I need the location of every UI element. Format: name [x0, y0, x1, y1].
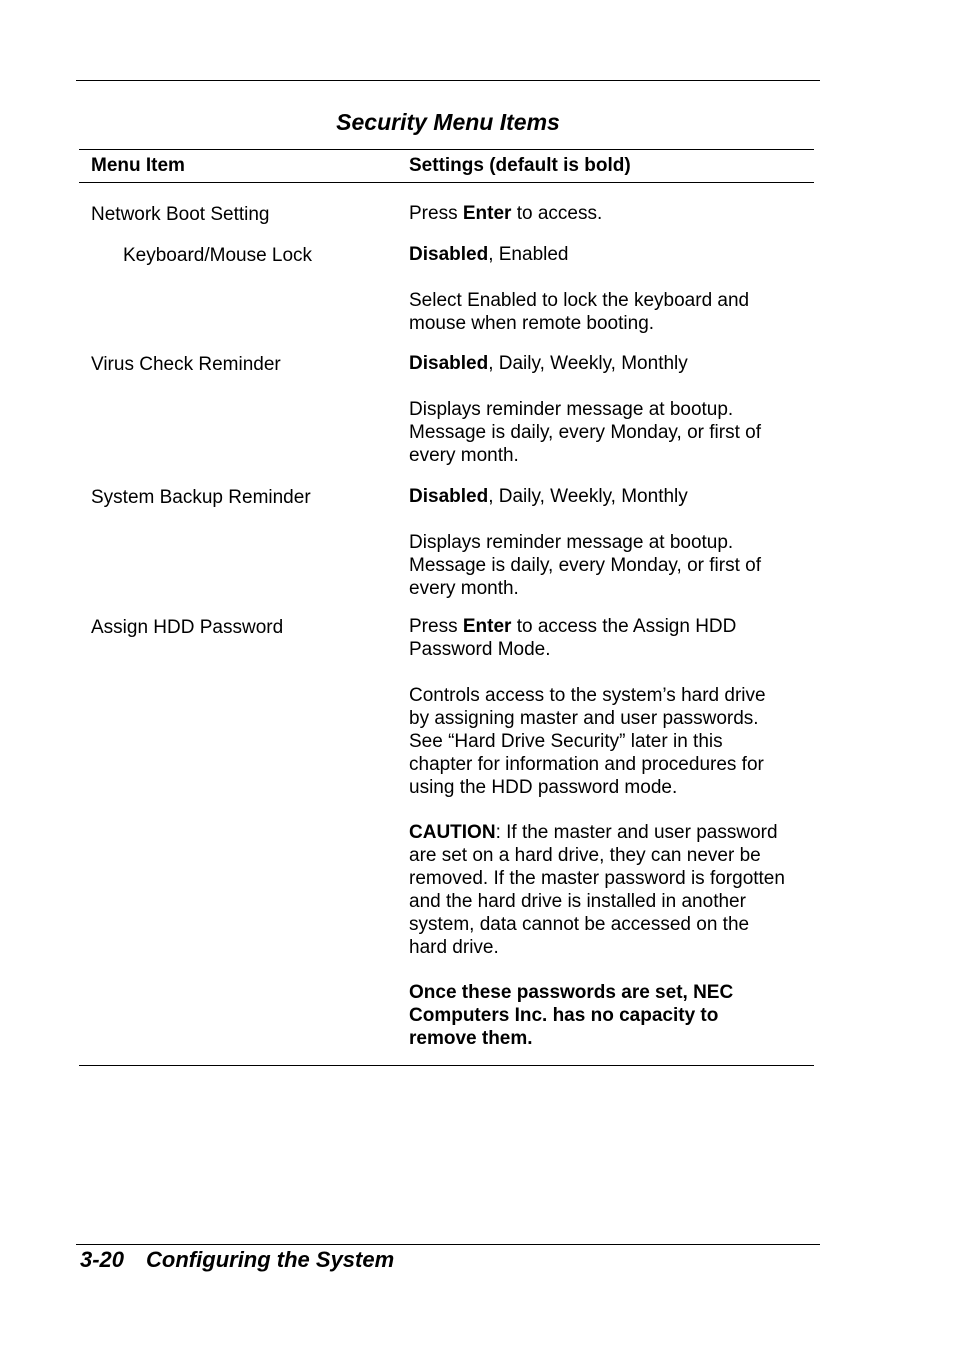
page-footer [80, 1246, 394, 1274]
chapter-title: Configuring the System [146, 1247, 395, 1272]
setting-assign-hdd-password: Press Enter to access the Assign HDD Password Mode. [409, 616, 737, 660]
table-header-bottom-rule [79, 182, 814, 183]
table-title: Security Menu Items [336, 109, 560, 135]
caution-label: CAUTION [409, 822, 496, 843]
footer-rule [76, 1244, 820, 1245]
column-header-settings: Settings (default is bold) [409, 155, 631, 176]
setting-keyboard-mouse-lock: Disabled, Enabled [409, 244, 569, 265]
description-system-backup-reminder: Displays reminder message at bootup. Message is daily, every Monday, or first of every month. [409, 532, 761, 599]
password-warning: Once these passwords are set, NEC Computers Inc. has no capacity to remove them. [409, 982, 734, 1049]
description-virus-check-reminder: Displays reminder message at bootup. Message is daily, every Monday, or first of every month. [409, 399, 761, 466]
setting-network-boot-setting: Press Enter to access. [409, 203, 603, 224]
menu-item-network-boot-setting: Network Boot Setting [91, 204, 270, 225]
menu-item-assign-hdd-password: Assign HDD Password [91, 617, 284, 638]
description-keyboard-mouse-lock: Select Enabled to lock the keyboard and mouse when remote booting. [409, 290, 750, 334]
description-assign-hdd-password: Controls access to the system’s hard drive by assigning master and user passwords. See “Hard Drive Security” later in this chapter for information and procedures for using the HDD password mode. [409, 685, 766, 798]
caution-note: CAUTION: If the master and user password are set on a hard drive, they can never be removed. If the master password is forgotten and the hard drive is installed in another system, data cannot be accessed on the hard drive. [409, 822, 785, 958]
page-number: 3-20 [80, 1247, 125, 1272]
table-header-top-rule [79, 149, 814, 150]
menu-item-virus-check-reminder: Virus Check Reminder [91, 354, 281, 375]
column-header-menu-item: Menu Item [91, 155, 185, 176]
setting-system-backup-reminder: Disabled, Daily, Weekly, Monthly [409, 486, 688, 507]
menu-item-system-backup-reminder: System Backup Reminder [91, 487, 311, 508]
menu-item-keyboard-mouse-lock: Keyboard/Mouse Lock [123, 245, 313, 266]
table-bottom-rule [79, 1065, 814, 1066]
top-rule [76, 80, 820, 81]
setting-virus-check-reminder: Disabled, Daily, Weekly, Monthly [409, 353, 688, 374]
